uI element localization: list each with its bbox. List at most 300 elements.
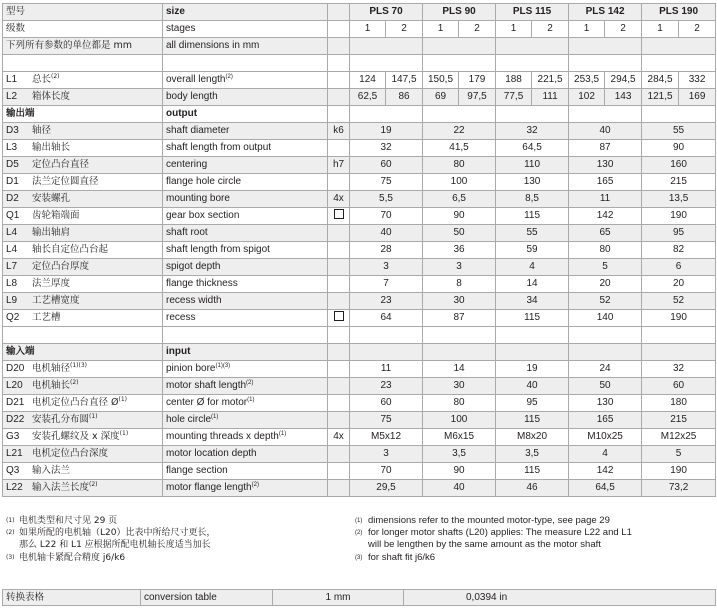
value-cell: 19 bbox=[496, 361, 569, 378]
parameter-name-en: flange hole circle bbox=[166, 176, 242, 187]
value-cell: 40 bbox=[423, 480, 496, 497]
parameter-label-en bbox=[163, 208, 328, 225]
value-cell: 165 bbox=[569, 412, 642, 429]
empty-cell bbox=[496, 106, 569, 123]
value-cell: M8x20 bbox=[496, 429, 569, 446]
value-cell: 87 bbox=[569, 140, 642, 157]
value-cell: 4 bbox=[496, 259, 569, 276]
table-row bbox=[3, 242, 716, 259]
value-cell: 60 bbox=[642, 378, 716, 395]
footnote-mark bbox=[355, 539, 368, 551]
parameter-label-en bbox=[163, 140, 328, 157]
symbol-cell bbox=[328, 106, 350, 123]
output-section-en: output bbox=[163, 106, 328, 123]
footnote-mark: (1) bbox=[211, 414, 219, 420]
footnote bbox=[355, 527, 710, 539]
value-cell: 90 bbox=[642, 140, 716, 157]
footnote-mark: (1)(3) bbox=[215, 363, 231, 369]
value-cell: 95 bbox=[642, 225, 716, 242]
parameter-label-zh bbox=[3, 191, 163, 208]
value-cell: 3 bbox=[423, 259, 496, 276]
footnote-mark: (2) bbox=[51, 73, 60, 80]
stage-number: 1 bbox=[569, 21, 605, 38]
table-row bbox=[3, 446, 716, 463]
parameter-label-zh bbox=[3, 463, 163, 480]
parameter-label-zh bbox=[3, 259, 163, 276]
footnote-mark: (2) bbox=[89, 481, 98, 488]
value-cell: 23 bbox=[350, 293, 423, 310]
empty-cell bbox=[569, 38, 642, 55]
model-header: PLS 90 bbox=[423, 4, 496, 21]
value-cell: 19 bbox=[350, 123, 423, 140]
value-cell: M6x15 bbox=[423, 429, 496, 446]
value-cell: 24 bbox=[569, 361, 642, 378]
parameter-code: D20 bbox=[6, 363, 25, 374]
parameter-label-en bbox=[163, 225, 328, 242]
conversion-label-en: conversion table bbox=[141, 590, 273, 606]
stage-number: 1 bbox=[496, 21, 532, 38]
empty-cell bbox=[328, 327, 350, 344]
footnote-mark: (2) bbox=[251, 482, 259, 488]
parameter-code: L21 bbox=[6, 448, 23, 459]
parameter-code: L3 bbox=[6, 142, 18, 153]
value-cell: 110 bbox=[496, 157, 569, 174]
empty-cell bbox=[423, 38, 496, 55]
stage-number: 2 bbox=[386, 21, 423, 38]
empty-cell bbox=[163, 55, 328, 72]
parameter-label-en bbox=[163, 123, 328, 140]
empty-cell bbox=[350, 106, 423, 123]
table-row bbox=[3, 276, 716, 293]
footnote-mark: (1) bbox=[6, 517, 15, 524]
value-cell: 8 bbox=[423, 276, 496, 293]
value-cell: 80 bbox=[423, 157, 496, 174]
parameter-symbol bbox=[328, 361, 350, 378]
value-cell: 190 bbox=[642, 310, 716, 327]
parameter-symbol bbox=[328, 72, 350, 89]
value-cell: 46 bbox=[496, 480, 569, 497]
parameter-name-zh: 工艺槽宽度 bbox=[32, 295, 80, 306]
parameter-name-en: body length bbox=[166, 91, 218, 102]
table-row bbox=[3, 463, 716, 480]
value-cell: 3,5 bbox=[496, 446, 569, 463]
parameter-label-zh bbox=[3, 446, 163, 463]
parameter-name-zh: 定位凸台直径 bbox=[32, 159, 90, 170]
footnote-mark: (2) bbox=[225, 74, 233, 80]
parameter-code: Q2 bbox=[6, 312, 20, 323]
value-cell: 60 bbox=[350, 157, 423, 174]
value-cell: 14 bbox=[423, 361, 496, 378]
stage-number: 1 bbox=[642, 21, 679, 38]
parameter-label-zh bbox=[3, 174, 163, 191]
parameter-name-zh: 输出轴肩 bbox=[32, 227, 71, 238]
parameter-symbol bbox=[328, 225, 350, 242]
footnote-text: for longer motor shafts (L20) applies: The measure L22 and L1 bbox=[368, 527, 632, 539]
parameter-name-en: spigot depth bbox=[166, 261, 221, 272]
dimension-table bbox=[2, 3, 716, 497]
parameter-code: Q3 bbox=[6, 465, 20, 476]
value-cell: 284,5 bbox=[642, 72, 679, 89]
footnotes-english bbox=[355, 515, 710, 564]
value-cell: 90 bbox=[423, 208, 496, 225]
value-cell: 124 bbox=[350, 72, 386, 89]
value-cell: 8,5 bbox=[496, 191, 569, 208]
value-cell: 5 bbox=[642, 446, 716, 463]
table-row bbox=[3, 123, 716, 140]
table-row bbox=[3, 38, 716, 55]
value-cell: 11 bbox=[350, 361, 423, 378]
parameter-name-en: motor flange length bbox=[166, 482, 252, 493]
value-cell: M5x12 bbox=[350, 429, 423, 446]
table-row bbox=[3, 395, 716, 412]
model-header: PLS 70 bbox=[350, 4, 423, 21]
footnote-mark: (1) bbox=[118, 396, 127, 403]
parameter-name-en: mounting bore bbox=[166, 193, 230, 204]
value-cell: 20 bbox=[569, 276, 642, 293]
parameter-name-zh: 电机定位凸台直径 Ø bbox=[32, 397, 119, 408]
parameter-label-en bbox=[163, 157, 328, 174]
model-header: PLS 190 bbox=[642, 4, 716, 21]
value-cell: 90 bbox=[423, 463, 496, 480]
parameter-symbol bbox=[328, 89, 350, 106]
value-cell: M12x25 bbox=[642, 429, 716, 446]
value-cell: 59 bbox=[496, 242, 569, 259]
parameter-name-zh: 安装螺孔 bbox=[32, 193, 71, 204]
value-cell: 5 bbox=[569, 259, 642, 276]
parameter-name-zh: 安装孔螺纹及 x 深度 bbox=[32, 431, 120, 442]
footnote-mark: (3) bbox=[6, 553, 15, 561]
footnote-text: 如果所配的电机轴（L20）比表中所给尺寸更长， bbox=[19, 528, 216, 539]
table-row bbox=[3, 157, 716, 174]
parameter-code: L4 bbox=[6, 244, 18, 255]
empty-cell bbox=[642, 38, 716, 55]
value-cell: 130 bbox=[496, 174, 569, 191]
stage-number: 2 bbox=[679, 21, 716, 38]
parameter-symbol: h7 bbox=[328, 157, 350, 174]
stage-number: 2 bbox=[532, 21, 569, 38]
footnote-mark: (2) bbox=[355, 530, 363, 537]
parameter-label-zh bbox=[3, 293, 163, 310]
value-cell: 179 bbox=[459, 72, 496, 89]
table-row bbox=[3, 310, 716, 327]
value-cell: 190 bbox=[642, 463, 716, 480]
parameter-label-en bbox=[163, 361, 328, 378]
value-cell: 115 bbox=[496, 208, 569, 225]
value-cell: 97,5 bbox=[459, 89, 496, 106]
parameter-name-zh: 轴长自定位凸台起 bbox=[32, 244, 109, 255]
value-cell: 190 bbox=[642, 208, 716, 225]
value-cell: 169 bbox=[679, 89, 716, 106]
output-section-zh: 输出端 bbox=[3, 106, 163, 123]
value-cell: 188 bbox=[496, 72, 532, 89]
parameter-name-en: recess width bbox=[166, 295, 222, 306]
size-label-zh: 型号 bbox=[3, 4, 163, 21]
value-cell: 14 bbox=[496, 276, 569, 293]
table-row bbox=[3, 191, 716, 208]
table-row bbox=[3, 55, 716, 72]
parameter-code: L20 bbox=[6, 380, 23, 391]
empty-cell bbox=[350, 38, 423, 55]
value-cell: 130 bbox=[569, 157, 642, 174]
parameter-label-zh bbox=[3, 242, 163, 259]
value-cell: 7 bbox=[350, 276, 423, 293]
parameter-name-zh: 电机轴长 bbox=[32, 380, 71, 391]
parameter-name-en: centering bbox=[166, 159, 208, 170]
value-cell: 143 bbox=[605, 89, 642, 106]
parameter-symbol bbox=[328, 140, 350, 157]
parameter-code: D21 bbox=[6, 397, 25, 408]
units-label-en: all dimensions in mm bbox=[163, 38, 328, 55]
value-cell: 40 bbox=[350, 225, 423, 242]
parameter-name-zh: 输入法兰长度 bbox=[32, 482, 90, 493]
footnote bbox=[355, 539, 710, 551]
input-section-zh: 输入端 bbox=[3, 344, 163, 361]
empty-cell bbox=[423, 344, 496, 361]
footnote-mark bbox=[6, 539, 19, 551]
parameter-symbol: 4x bbox=[328, 429, 350, 446]
footnote bbox=[6, 552, 306, 564]
parameter-name-zh: 工艺槽 bbox=[32, 312, 61, 323]
value-cell: 3 bbox=[350, 259, 423, 276]
value-cell: 70 bbox=[350, 208, 423, 225]
parameter-symbol bbox=[328, 463, 350, 480]
parameter-name-en: gear box section bbox=[166, 210, 240, 221]
value-cell: 100 bbox=[423, 174, 496, 191]
empty-cell bbox=[569, 327, 642, 344]
empty-cell bbox=[496, 38, 569, 55]
value-cell: 4 bbox=[569, 446, 642, 463]
parameter-label-en bbox=[163, 378, 328, 395]
square-symbol-icon bbox=[334, 209, 344, 219]
parameter-symbol bbox=[328, 276, 350, 293]
empty-cell bbox=[569, 344, 642, 361]
empty-cell bbox=[642, 55, 716, 72]
parameter-label-zh bbox=[3, 429, 163, 446]
parameter-label-en bbox=[163, 72, 328, 89]
footnote-mark: (1) bbox=[247, 397, 255, 403]
table-row bbox=[3, 140, 716, 157]
parameter-name-zh: 总长 bbox=[32, 74, 52, 85]
value-cell: 64,5 bbox=[569, 480, 642, 497]
footnote bbox=[6, 515, 306, 527]
parameter-name-zh: 输入法兰 bbox=[32, 465, 71, 476]
size-label-en: size bbox=[163, 4, 328, 21]
table-row bbox=[3, 327, 716, 344]
footnote-mark: (1) bbox=[89, 413, 98, 420]
value-cell: 34 bbox=[496, 293, 569, 310]
parameter-name-en: shaft root bbox=[166, 227, 208, 238]
parameter-symbol bbox=[328, 208, 350, 225]
table-row bbox=[3, 480, 716, 497]
value-cell: 69 bbox=[423, 89, 459, 106]
parameter-name-zh: 电机定位凸台深度 bbox=[32, 448, 109, 459]
model-header: PLS 142 bbox=[569, 4, 642, 21]
table-row bbox=[3, 225, 716, 242]
parameter-code: L22 bbox=[6, 482, 23, 493]
stage-number: 1 bbox=[350, 21, 386, 38]
value-cell: 100 bbox=[423, 412, 496, 429]
value-cell: 215 bbox=[642, 412, 716, 429]
table-row bbox=[3, 293, 716, 310]
parameter-symbol: 4x bbox=[328, 191, 350, 208]
parameter-code: D3 bbox=[6, 125, 19, 136]
value-cell: 115 bbox=[496, 310, 569, 327]
value-cell: 20 bbox=[642, 276, 716, 293]
value-cell: 13,5 bbox=[642, 191, 716, 208]
value-cell: 52 bbox=[569, 293, 642, 310]
value-cell: 142 bbox=[569, 463, 642, 480]
empty-cell bbox=[642, 344, 716, 361]
parameter-label-zh bbox=[3, 225, 163, 242]
parameter-name-en: mounting threads x depth bbox=[166, 431, 279, 442]
table-row bbox=[3, 378, 716, 395]
parameter-code: L4 bbox=[6, 227, 18, 238]
footnote bbox=[355, 552, 710, 564]
footnote-mark: (2) bbox=[246, 380, 254, 386]
parameter-code: D1 bbox=[6, 176, 19, 187]
units-label-zh: 下列所有参数的单位都是 mm bbox=[3, 38, 163, 55]
value-cell: 147,5 bbox=[386, 72, 423, 89]
value-cell: 6 bbox=[642, 259, 716, 276]
footnote bbox=[6, 527, 306, 539]
empty-cell bbox=[350, 327, 423, 344]
value-cell: 3 bbox=[350, 446, 423, 463]
parameter-name-en: recess bbox=[166, 312, 196, 323]
value-cell: 332 bbox=[679, 72, 716, 89]
footnote bbox=[6, 539, 306, 551]
table-row bbox=[3, 259, 716, 276]
parameter-name-en: flange thickness bbox=[166, 278, 238, 289]
empty-cell bbox=[163, 327, 328, 344]
empty-cell bbox=[423, 106, 496, 123]
value-cell: 55 bbox=[642, 123, 716, 140]
empty-cell bbox=[3, 327, 163, 344]
footnote-mark: (1)(3) bbox=[70, 362, 88, 369]
model-header: PLS 115 bbox=[496, 4, 569, 21]
parameter-label-en bbox=[163, 463, 328, 480]
value-cell: 5,5 bbox=[350, 191, 423, 208]
value-cell: 80 bbox=[569, 242, 642, 259]
parameter-code: L2 bbox=[6, 91, 18, 102]
empty-cell bbox=[569, 106, 642, 123]
stages-label-zh: 级数 bbox=[3, 21, 163, 38]
value-cell: 40 bbox=[496, 378, 569, 395]
parameter-label-en bbox=[163, 191, 328, 208]
footnotes-chinese bbox=[6, 515, 306, 564]
empty-cell bbox=[328, 55, 350, 72]
empty-cell bbox=[496, 327, 569, 344]
parameter-label-zh bbox=[3, 123, 163, 140]
table-row bbox=[3, 429, 716, 446]
parameter-symbol bbox=[328, 395, 350, 412]
symbol-cell bbox=[328, 4, 350, 21]
value-cell: 6,5 bbox=[423, 191, 496, 208]
footnote-text: dimensions refer to the mounted motor-type, see page 29 bbox=[368, 515, 610, 526]
parameter-name-en: overall length bbox=[166, 74, 226, 85]
parameter-name-zh: 输出轴长 bbox=[32, 142, 71, 153]
value-cell: 32 bbox=[642, 361, 716, 378]
parameter-name-zh: 电机轴径 bbox=[32, 363, 71, 374]
table-row bbox=[3, 412, 716, 429]
value-cell: 102 bbox=[569, 89, 605, 106]
value-cell: 86 bbox=[386, 89, 423, 106]
parameter-symbol bbox=[328, 259, 350, 276]
parameter-symbol bbox=[328, 378, 350, 395]
table-row bbox=[3, 208, 716, 225]
empty-cell bbox=[423, 327, 496, 344]
footnote-mark: (1) bbox=[278, 431, 287, 437]
parameter-label-en bbox=[163, 89, 328, 106]
value-cell: 22 bbox=[423, 123, 496, 140]
value-cell: 41,5 bbox=[423, 140, 496, 157]
parameter-symbol bbox=[328, 293, 350, 310]
parameter-label-zh bbox=[3, 140, 163, 157]
input-section-en: input bbox=[163, 344, 328, 361]
table-row bbox=[3, 89, 716, 106]
parameter-name-en: shaft diameter bbox=[166, 125, 230, 136]
parameter-label-en bbox=[163, 174, 328, 191]
value-cell: 50 bbox=[569, 378, 642, 395]
parameter-label-zh bbox=[3, 412, 163, 429]
parameter-label-zh bbox=[3, 310, 163, 327]
parameter-name-en: hole circle bbox=[166, 414, 212, 425]
parameter-label-en bbox=[163, 310, 328, 327]
value-cell: 64 bbox=[350, 310, 423, 327]
value-cell: 80 bbox=[423, 395, 496, 412]
parameter-name-en: motor location depth bbox=[166, 448, 257, 459]
parameter-label-zh bbox=[3, 395, 163, 412]
footnote-text: 电机类型和尺寸见 29 页 bbox=[19, 516, 118, 526]
parameter-symbol bbox=[328, 412, 350, 429]
stage-number: 2 bbox=[605, 21, 642, 38]
footnote-text: 那么 L22 和 L1 应根据所配电机轴长度适当加长 bbox=[19, 540, 211, 551]
parameter-name-zh: 轴径 bbox=[32, 125, 52, 136]
parameter-code: L8 bbox=[6, 278, 18, 289]
footnote-text: for shaft fit j6/k6 bbox=[368, 551, 436, 563]
conversion-label-zh: 转换表格 bbox=[3, 590, 141, 606]
parameter-name-en: motor shaft length bbox=[166, 380, 247, 391]
value-cell: 95 bbox=[496, 395, 569, 412]
stage-number: 1 bbox=[423, 21, 459, 38]
value-cell: 165 bbox=[569, 174, 642, 191]
empty-cell bbox=[423, 55, 496, 72]
parameter-label-en bbox=[163, 395, 328, 412]
parameter-label-en bbox=[163, 429, 328, 446]
value-cell: 115 bbox=[496, 463, 569, 480]
value-cell: 3,5 bbox=[423, 446, 496, 463]
square-symbol-icon bbox=[334, 311, 344, 321]
parameter-label-en bbox=[163, 446, 328, 463]
table-row bbox=[3, 361, 716, 378]
symbol-cell bbox=[328, 344, 350, 361]
parameter-label-zh bbox=[3, 157, 163, 174]
parameter-name-en: center Ø for motor bbox=[166, 397, 248, 408]
parameter-name-zh: 法兰厚度 bbox=[32, 278, 71, 289]
table-row bbox=[3, 344, 716, 361]
parameter-name-en: flange section bbox=[166, 465, 228, 476]
conversion-mm: 1 mm bbox=[273, 590, 404, 606]
parameter-code: D2 bbox=[6, 193, 19, 204]
value-cell: 30 bbox=[423, 293, 496, 310]
parameter-name-zh: 法兰定位圆直径 bbox=[32, 176, 99, 187]
parameter-label-en bbox=[163, 276, 328, 293]
empty-cell bbox=[496, 344, 569, 361]
parameter-code: L7 bbox=[6, 261, 18, 272]
parameter-symbol bbox=[328, 310, 350, 327]
empty-cell bbox=[642, 327, 716, 344]
table-row bbox=[3, 72, 716, 89]
parameter-code: L9 bbox=[6, 295, 18, 306]
